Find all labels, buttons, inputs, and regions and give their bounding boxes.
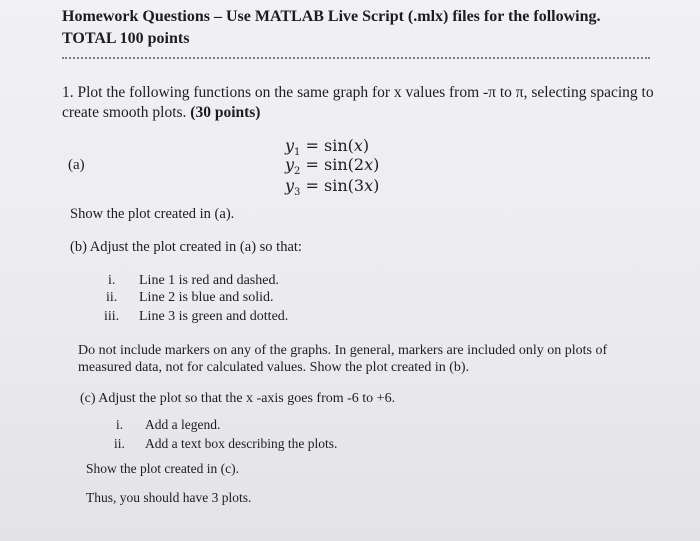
closing-note: Thus, you should have 3 plots. — [86, 490, 252, 505]
part-b-item-2-text: Line 2 is blue and solid. — [139, 290, 274, 305]
part-b-note-line-2: measured data, not for calculated values. Show the plot created in (b). — [78, 360, 470, 375]
part-a-label: (a) — [68, 157, 85, 173]
question-1-points: (30 points) — [190, 104, 261, 121]
part-c-instruction: Show the plot created in (c). — [86, 461, 239, 476]
question-1-intro-continued: create smooth plots. (30 points) — [62, 104, 261, 121]
part-b-item-1-number: i. — [108, 273, 116, 288]
part-b-item-1-text: Line 1 is red and dashed. — [139, 273, 279, 288]
part-c-item-1-number: i. — [116, 417, 124, 432]
part-c-item-2-number: ii. — [114, 436, 125, 451]
part-c-item-2-text: Add a text box describing the plots. — [145, 436, 338, 451]
dotted-divider — [62, 57, 650, 59]
question-1-intro: 1. Plot the following functions on the same graph for x values from -π to π, selecting spacing to — [62, 84, 654, 101]
part-b-item-2-number: ii. — [106, 290, 118, 305]
part-b-item-3-text: Line 3 is green and dotted. — [139, 309, 289, 324]
total-points: TOTAL 100 points — [62, 30, 190, 47]
part-a-instruction: Show the plot created in (a). — [70, 206, 235, 222]
part-b-note-line-1: Do not include markers on any of the graphs. In general, markers are included only on plots of — [78, 343, 608, 358]
equation-y2: $y_2 = \sin(2x)$ — [285, 155, 380, 178]
part-b-item-3-number: iii. — [104, 309, 120, 324]
document-title: Homework Questions – Use MATLAB Live Script (.mlx) files for the following. — [62, 8, 601, 25]
part-c-label: (c) Adjust the plot so that the x -axis goes from -6 to +6. — [80, 391, 396, 406]
equation-y3: $y_3 = \sin(3x)$ — [285, 176, 380, 199]
equation-y1: $y_1 = \sin(x)$ — [285, 136, 370, 159]
part-c-item-1-text: Add a legend. — [145, 417, 221, 432]
part-b-label: (b) Adjust the plot created in (a) so that: — [70, 239, 302, 255]
